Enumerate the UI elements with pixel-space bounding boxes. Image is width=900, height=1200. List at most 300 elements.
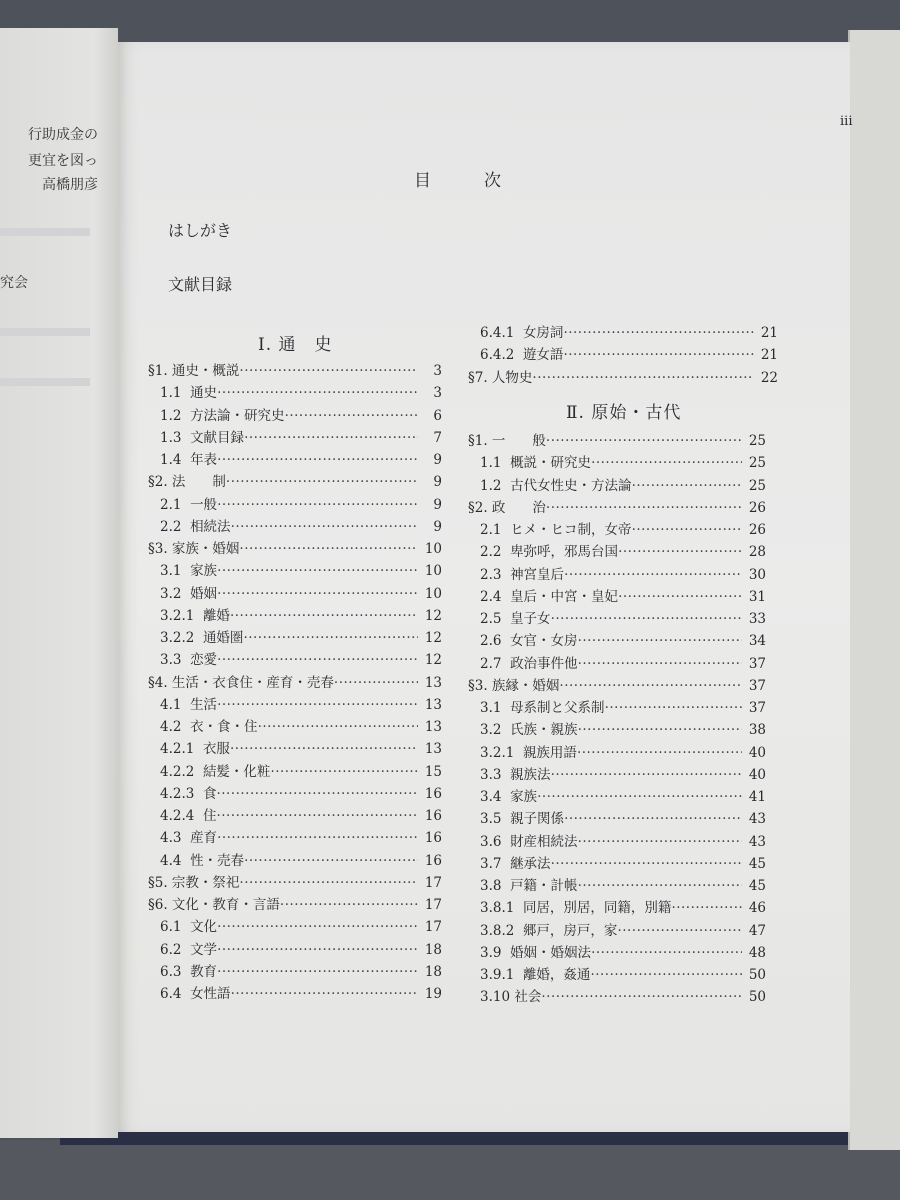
left-page-text: 更宜を図っ (28, 153, 98, 169)
toc-entry-page: 9 (433, 452, 442, 468)
toc-entry-number: 1.1 (160, 385, 191, 402)
toc-entry (148, 738, 442, 760)
toc-entry (468, 831, 766, 853)
toc-entry-page: 13 (424, 696, 442, 713)
toc-entry-page: 7 (433, 429, 442, 446)
bleed-through-text (0, 328, 90, 336)
toc-entry-title: 家族 (510, 789, 538, 805)
toc-entry-page: 10 (424, 563, 442, 580)
toc-entry (148, 939, 442, 961)
toc-entry-title: 通婚圏 (202, 630, 244, 646)
toc-entry-title: 皇后・中宮・皇妃 (510, 588, 619, 605)
toc-entry-title: 家族 (190, 563, 218, 580)
page-number: iii (840, 114, 853, 129)
toc-entry-title: 皇子女 (510, 611, 551, 627)
bleed-through-text (0, 228, 90, 236)
toc-entry-title: 概説・研究史 (510, 455, 592, 472)
toc-entry-title: 衣服 (202, 741, 230, 758)
toc-entry (148, 827, 442, 849)
toc-entry-title: 古代女性史・方法論 (510, 477, 632, 494)
front-matter-preface: はしがき (168, 221, 233, 240)
toc-entry-number: 2.2 (480, 544, 511, 561)
toc-entry-page: 40 (748, 744, 766, 761)
toc-entry-number: 4.1 (160, 696, 191, 713)
toc-entry-title: 衣・食・住 (190, 719, 258, 735)
toc-entry-number: 3.4 (480, 789, 511, 805)
dot-leader (217, 449, 418, 471)
toc-entry-number: 3.3 (160, 652, 191, 669)
dot-leader (239, 538, 418, 560)
toc-entry-title: 通史 (190, 385, 218, 402)
toc-entry-title: 生活・衣食住・産育・売春 (171, 674, 334, 691)
toc-entry-number: 3.3 (480, 766, 511, 783)
toc-entry (148, 983, 442, 1005)
toc-entry-title: 一 般 (491, 433, 546, 449)
toc-entry-title: 一般 (190, 496, 218, 513)
toc-entry-title: 母系制と父系制 (510, 700, 605, 716)
toc-entry-page: 16 (424, 830, 442, 847)
toc-entry-title: 郷戸，房戸，家 (522, 922, 618, 939)
toc-entry-page: 30 (748, 566, 766, 583)
dot-leader (217, 961, 418, 983)
toc-entry-number: 6.3 (160, 963, 191, 980)
toc-entry-number: §3. (468, 677, 492, 694)
toc-entry (468, 942, 766, 964)
toc-entry-page: 45 (748, 855, 766, 872)
dot-leader (578, 630, 742, 652)
toc-entry-title: 文化・教育・言語 (171, 897, 280, 913)
toc-entry-page: 18 (424, 941, 442, 958)
toc-page (118, 42, 853, 1132)
toc-entry-title: 宗教・祭祀 (171, 874, 240, 891)
toc-entry-page: 9 (433, 474, 442, 491)
toc-entry-title: 恋愛 (190, 652, 218, 669)
toc-entry (468, 897, 766, 919)
toc-entry-page: 12 (424, 607, 442, 624)
dot-leader (231, 516, 418, 538)
toc-entry-title: 教育 (190, 963, 218, 980)
toc-entry-number: §4. (148, 674, 172, 691)
toc-entry-number: §3. (148, 541, 172, 557)
toc-entry-number: 2.3 (480, 566, 511, 583)
toc-entry-page: 15 (424, 763, 442, 780)
dot-leader (559, 675, 742, 697)
toc-entry-number: 2.5 (480, 611, 511, 627)
dot-leader (217, 494, 418, 516)
toc-entry (468, 630, 766, 652)
dot-leader (578, 653, 742, 675)
toc-entry-number: 3.6 (480, 833, 511, 850)
dot-leader (217, 560, 418, 582)
toc-entry (468, 986, 766, 1008)
toc-entry-number: 2.1 (480, 522, 511, 538)
toc-entry (148, 360, 442, 382)
toc-entry-title: 継承法 (510, 855, 551, 872)
dot-leader (230, 605, 418, 627)
toc-entry-number: 3.7 (480, 855, 511, 872)
dot-leader (270, 761, 418, 783)
toc-entry-title: 食 (202, 785, 217, 802)
toc-entry-number: 2.7 (480, 655, 511, 672)
toc-entry-number: §1. (468, 433, 492, 449)
toc-entry-number: 3.2 (480, 722, 511, 739)
dot-leader (577, 742, 742, 764)
dot-leader (244, 850, 418, 872)
toc-column-right (468, 430, 766, 1009)
toc-entry-title: 性・売春 (190, 852, 245, 869)
dot-leader (591, 452, 742, 474)
toc-entry-title: 親子関係 (510, 811, 565, 828)
toc-entry (468, 675, 766, 697)
dot-leader (244, 427, 418, 449)
toc-entry-page: 21 (760, 347, 778, 364)
toc-entry-number: §2. (148, 474, 172, 491)
toc-entry-page: 6 (433, 407, 442, 424)
toc-entry-page: 40 (748, 766, 766, 783)
toc-entry-title: 政治事件他 (510, 655, 578, 672)
toc-entry (148, 805, 442, 827)
dot-leader (217, 694, 418, 716)
dot-leader (541, 986, 742, 1008)
toc-entry-title: 遊女語 (522, 347, 564, 364)
toc-entry-page: 47 (748, 922, 766, 939)
toc-entry-number: 1.3 (160, 429, 191, 446)
dot-leader (239, 872, 418, 894)
toc-entry-title: 女性語 (190, 986, 231, 1002)
dot-leader (216, 805, 418, 827)
toc-entry-page: 45 (748, 878, 766, 894)
toc-entry (468, 853, 766, 875)
dot-leader (280, 894, 418, 916)
toc-entry-page: 13 (424, 741, 442, 758)
dot-leader (578, 831, 742, 853)
toc-entry (468, 920, 766, 942)
toc-entry-number: 3.5 (480, 811, 511, 828)
dot-leader (239, 360, 418, 382)
toc-entry (148, 560, 442, 582)
toc-entry-page: 3 (433, 363, 442, 379)
dot-leader (551, 764, 742, 786)
toc-entry-page: 50 (748, 967, 766, 983)
toc-entry (148, 449, 442, 471)
part-heading: Ⅰ. 通 史 (258, 335, 333, 355)
toc-entry-number: 3.2.1 (480, 744, 523, 761)
toc-entry-page: 46 (748, 900, 766, 917)
toc-entry-number: 6.4.2 (480, 347, 523, 364)
toc-entry-page: 10 (424, 541, 442, 557)
toc-entry (148, 382, 442, 404)
toc-entry-page: 13 (424, 719, 442, 735)
toc-entry (468, 564, 766, 586)
part-heading: Ⅱ. 原始・古代 (566, 403, 682, 423)
toc-entry (148, 872, 442, 894)
toc-entry-number: 2.1 (160, 496, 191, 513)
dot-leader (217, 382, 418, 404)
dot-leader (564, 564, 742, 586)
toc-entry-page: 26 (748, 499, 766, 516)
toc-entry-number: 3.1 (160, 563, 191, 580)
dot-leader (563, 322, 754, 344)
toc-entry (468, 653, 766, 675)
toc-entry-page: 25 (748, 455, 766, 472)
bleed-through-text (0, 378, 90, 386)
dot-leader (226, 471, 418, 493)
toc-entry-page: 9 (433, 496, 442, 513)
toc-entry (148, 961, 442, 983)
toc-entry-page: 50 (748, 989, 766, 1006)
toc-entry-number: 3.8.1 (480, 900, 523, 917)
toc-entry-number: 3.9.1 (480, 967, 523, 983)
toc-entry-number: 2.4 (480, 588, 511, 605)
dot-leader (230, 738, 418, 760)
toc-entry-title: 離婚 (202, 607, 230, 624)
toc-entry-title: 法 制 (171, 474, 226, 491)
toc-entry-page: 16 (424, 852, 442, 869)
toc-entry (468, 808, 766, 830)
toc-title: 目 (414, 171, 431, 191)
toc-entry-number: 3.9 (480, 944, 511, 961)
toc-entry-number: §5. (148, 874, 172, 891)
toc-entry-number: 1.2 (480, 477, 511, 494)
toc-entry (468, 430, 766, 452)
toc-entry-title: 方法論・研究史 (190, 407, 285, 424)
toc-entry-page: 28 (748, 544, 766, 561)
toc-entry (468, 452, 766, 474)
dot-leader (605, 697, 742, 719)
toc-entry (148, 783, 442, 805)
toc-entry (468, 697, 766, 719)
dot-leader (285, 405, 418, 427)
toc-entry (468, 344, 778, 366)
toc-entry-number: 3.10 (480, 989, 515, 1006)
toc-entry-title: 婚姻・婚姻法 (510, 944, 592, 961)
toc-entry (468, 964, 766, 986)
toc-column-left (148, 360, 442, 1005)
toc-entry-page: 16 (424, 785, 442, 802)
toc-entry (148, 894, 442, 916)
toc-entry-title: 女官・女房 (510, 633, 578, 650)
toc-entry (148, 538, 442, 560)
toc-entry (148, 516, 442, 538)
toc-entry-number: 1.1 (480, 455, 511, 472)
toc-title: 次 (484, 171, 501, 191)
toc-entry-title: 人物史 (491, 369, 533, 386)
toc-entry (148, 850, 442, 872)
toc-entry-number: 3.2.1 (160, 607, 203, 624)
toc-entry (148, 627, 442, 649)
dot-leader (546, 497, 742, 519)
toc-entry (148, 471, 442, 493)
toc-entry-number: 4.3 (160, 830, 191, 847)
dot-leader (578, 719, 742, 741)
dot-leader (217, 583, 418, 605)
dot-leader (217, 827, 418, 849)
toc-entry (148, 672, 442, 694)
toc-entry-page: 33 (748, 611, 766, 627)
toc-entry (468, 764, 766, 786)
toc-entry (148, 916, 442, 938)
toc-entry (468, 586, 766, 608)
toc-entry-number: 2.2 (160, 518, 191, 535)
dot-leader (243, 627, 418, 649)
toc-entry-number: 4.2.2 (160, 763, 203, 780)
toc-entry-page: 34 (748, 633, 766, 650)
toc-entry-title: 文化 (190, 919, 218, 936)
toc-entry-page: 18 (424, 963, 442, 980)
toc-entry (148, 694, 442, 716)
dot-leader (551, 608, 742, 630)
toc-entry-title: 政 治 (491, 499, 546, 516)
toc-entry-title: 産育 (190, 830, 218, 847)
toc-entry-title: 通史・概説 (171, 363, 240, 379)
dot-leader (532, 367, 754, 389)
dot-leader (617, 920, 742, 942)
toc-entry-number: 1.2 (160, 407, 191, 424)
toc-entry-title: 婚姻 (190, 585, 218, 602)
toc-entry-page: 37 (748, 655, 766, 672)
toc-entry-page: 12 (424, 652, 442, 669)
toc-entry-number: 3.1 (480, 700, 511, 716)
toc-entry-page: 43 (748, 833, 766, 850)
left-page-author: 高橋朋彦 (42, 177, 98, 193)
toc-entry-page: 37 (748, 700, 766, 716)
toc-entry-page: 10 (424, 585, 442, 602)
toc-entry-title: 社会 (514, 989, 542, 1006)
dot-leader (258, 716, 418, 738)
toc-entry (148, 761, 442, 783)
toc-entry-number: 3.2 (160, 585, 191, 602)
dot-leader (590, 964, 742, 986)
toc-entry-title: 年表 (190, 452, 218, 468)
toc-entry-number: 3.8 (480, 878, 511, 894)
toc-entry-number: 1.4 (160, 452, 191, 468)
left-page-text: 究会 (0, 275, 28, 291)
toc-entry (468, 541, 766, 563)
toc-entry-title: ヒメ・ヒコ制，女帝 (510, 522, 632, 538)
dot-leader (618, 586, 742, 608)
toc-entry-page: 9 (433, 518, 442, 535)
dot-leader (217, 939, 418, 961)
toc-entry (468, 786, 766, 808)
dot-leader (671, 897, 742, 919)
dot-leader (546, 430, 742, 452)
toc-entry-number: 3.2.2 (160, 630, 203, 646)
dot-leader (563, 344, 754, 366)
dot-leader (537, 786, 742, 808)
toc-entry-title: 家族・婚姻 (171, 541, 240, 557)
dot-leader (632, 519, 742, 541)
toc-entry-page: 16 (424, 808, 442, 824)
toc-entry-number: 4.4 (160, 852, 191, 869)
dot-leader (591, 942, 742, 964)
dot-leader (217, 649, 418, 671)
toc-entry-number: 6.4 (160, 986, 191, 1002)
toc-entry-title: 戸籍・計帳 (510, 878, 578, 894)
toc-entry-number: 4.2.3 (160, 785, 203, 802)
toc-entry (148, 716, 442, 738)
toc-entry-page: 17 (424, 874, 442, 891)
left-page (0, 28, 118, 1138)
toc-entry-page: 25 (748, 433, 766, 449)
toc-entry-number: §7. (468, 369, 492, 386)
toc-entry-title: 生活 (190, 696, 218, 713)
dot-leader (551, 853, 742, 875)
dot-leader (231, 983, 418, 1005)
toc-entry-number: §6. (148, 897, 172, 913)
toc-entry-title: 離婚，姦通 (522, 967, 591, 983)
toc-entry (468, 719, 766, 741)
toc-entry (148, 605, 442, 627)
toc-entry-title: 女房詞 (522, 325, 564, 341)
front-matter-bibliography: 文献目録 (168, 275, 233, 294)
toc-entry-number: 4.2.4 (160, 808, 203, 824)
toc-entry-page: 25 (748, 477, 766, 494)
toc-entry (468, 875, 766, 897)
toc-entry (468, 742, 766, 764)
toc-entry-number: 6.2 (160, 941, 191, 958)
toc-entry-page: 17 (424, 919, 442, 936)
toc-entry (468, 608, 766, 630)
toc-entry-number: 6.4.1 (480, 325, 523, 341)
toc-entry-title: 卑弥呼，邪馬台国 (510, 544, 619, 561)
toc-entry-title: 文献目録 (190, 429, 245, 446)
toc-entry-page: 19 (424, 986, 442, 1002)
dot-leader (564, 808, 742, 830)
dot-leader (632, 475, 742, 497)
toc-entry-page: 38 (748, 722, 766, 739)
dot-leader (217, 916, 418, 938)
toc-entry-title: 氏族・親族 (510, 722, 578, 739)
toc-entry-page: 17 (424, 897, 442, 913)
toc-entry-number: 3.8.2 (480, 922, 523, 939)
toc-entry-title: 親族用語 (522, 744, 577, 761)
toc-entry (148, 649, 442, 671)
toc-entry (148, 583, 442, 605)
toc-entry-page: 37 (748, 677, 766, 694)
toc-entry-title: 住 (202, 808, 217, 824)
toc-entry-number: 4.2.1 (160, 741, 203, 758)
toc-entry-page: 43 (748, 811, 766, 828)
toc-entry-title: 文学 (190, 941, 218, 958)
dot-leader (334, 672, 418, 694)
toc-entry (468, 497, 766, 519)
dot-leader (216, 783, 418, 805)
toc-entry-page: 21 (760, 325, 778, 341)
toc-entry-title: 財産相続法 (510, 833, 578, 850)
toc-entry-page: 26 (748, 522, 766, 538)
toc-entry (148, 405, 442, 427)
toc-entry-title: 同居，別居，同籍，別籍 (522, 900, 672, 917)
toc-entry-page: 22 (760, 369, 778, 386)
toc-entry-page: 41 (748, 789, 766, 805)
toc-entry (468, 519, 766, 541)
toc-entry (148, 494, 442, 516)
toc-entry (468, 367, 778, 389)
toc-entry (468, 322, 778, 344)
toc-entry-page: 13 (424, 674, 442, 691)
toc-entry-title: 結髪・化粧 (202, 763, 271, 780)
toc-entry-page: 12 (424, 630, 442, 646)
toc-entry-title: 親族法 (510, 766, 551, 783)
toc-entry-number: §1. (148, 363, 172, 379)
toc-entry (468, 475, 766, 497)
toc-entry-title: 相続法 (190, 518, 231, 535)
toc-entry-title: 神宮皇后 (510, 566, 565, 583)
toc-column-right-top (468, 322, 778, 389)
background-surface (0, 1140, 900, 1200)
toc-entry-page: 48 (748, 944, 766, 961)
toc-entry (148, 427, 442, 449)
